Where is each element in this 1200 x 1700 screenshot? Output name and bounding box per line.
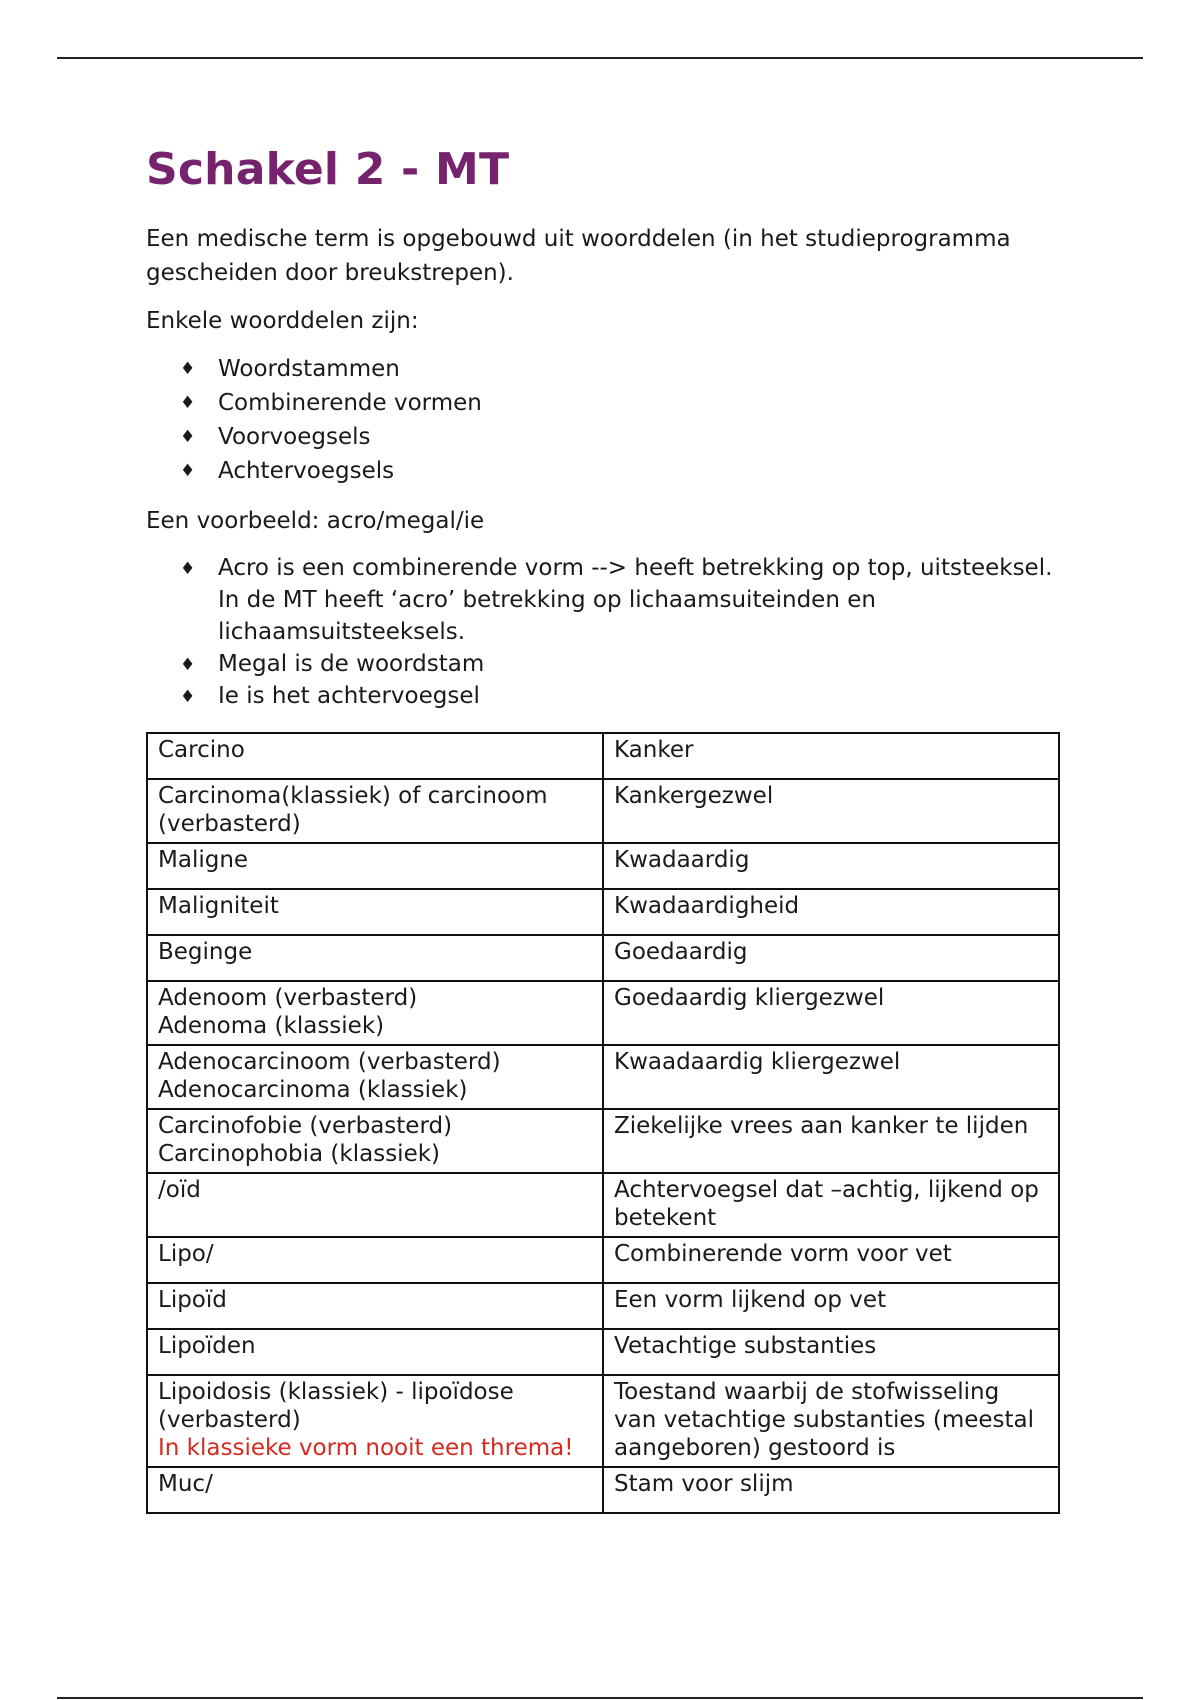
- list-item: ♦ Woordstammen: [218, 352, 1056, 386]
- term-line: Adenoma (klassiek): [158, 1013, 385, 1039]
- term-cell: Maligniteit: [147, 889, 603, 935]
- term-cell: [147, 981, 603, 1045]
- term-cell: /oïd: [147, 1173, 603, 1237]
- term-cell: [147, 1045, 603, 1109]
- diamond-bullet-icon: ♦: [180, 393, 196, 413]
- table-row: [147, 1283, 1059, 1329]
- meaning-cell: Ziekelijke vrees aan kanker te lijden: [603, 1109, 1059, 1173]
- meaning-cell: Achtervoegsel dat –achtig, lijkend op betekent: [603, 1173, 1059, 1237]
- table-row: [147, 733, 1059, 779]
- table-row: [147, 843, 1059, 889]
- term-line: Carcinophobia (klassiek): [158, 1141, 441, 1167]
- table-row: [147, 1329, 1059, 1375]
- bottom-rule: [57, 1697, 1143, 1699]
- page-title: Schakel 2 - MT: [146, 144, 510, 195]
- word-parts-list: [146, 352, 1056, 488]
- list-item: ♦ Acro is een combinerende vorm --> heeft betrekking op top, uitsteeksel. In de MT heeft ‘acro’ betrekking op lichaamsuiteinden en lichaamsuitsteeksels.: [218, 552, 1056, 648]
- table-row: [147, 779, 1059, 843]
- top-rule: [57, 57, 1143, 59]
- meaning-cell: Stam voor slijm: [603, 1467, 1059, 1513]
- list-item: ♦ Combinerende vormen: [218, 386, 1056, 420]
- list-item: ♦ Achtervoegsels: [218, 454, 1056, 488]
- list-item: ♦ Ie is het achtervoegsel: [218, 680, 1056, 712]
- diamond-bullet-icon: ♦: [180, 559, 196, 579]
- table-row: [147, 1109, 1059, 1173]
- table-row: [147, 935, 1059, 981]
- term-line: Adenocarcinoom (verbasterd): [158, 1049, 501, 1075]
- table-row: [147, 1467, 1059, 1513]
- table-row: [147, 1173, 1059, 1237]
- meaning-cell: Toestand waarbij de stofwisseling van vetachtige substanties (meestal aangeboren) gestoord is: [603, 1375, 1059, 1467]
- terms-table: [146, 732, 1060, 1514]
- meaning-cell: Goedaardig: [603, 935, 1059, 981]
- term-cell: Lipo/: [147, 1237, 603, 1283]
- term-cell: Muc/: [147, 1467, 603, 1513]
- meaning-cell: Goedaardig kliergezwel: [603, 981, 1059, 1045]
- diamond-bullet-icon: ♦: [180, 655, 196, 675]
- parts-lead: Enkele woorddelen zijn:: [146, 308, 419, 334]
- term-line: Adenoom (verbasterd): [158, 985, 418, 1011]
- meaning-cell: Kwaadaardig kliergezwel: [603, 1045, 1059, 1109]
- warning-note: In klassieke vorm nooit een threma!: [158, 1435, 574, 1461]
- term-cell: [147, 1375, 603, 1467]
- term-line: Adenocarcinoma (klassiek): [158, 1077, 468, 1103]
- meaning-cell: Combinerende vorm voor vet: [603, 1237, 1059, 1283]
- diamond-bullet-icon: ♦: [180, 461, 196, 481]
- list-item: ♦ Voorvoegsels: [218, 420, 1056, 454]
- diamond-bullet-icon: ♦: [180, 687, 196, 707]
- term-cell: [147, 1109, 603, 1173]
- term-cell: Lipoïd: [147, 1283, 603, 1329]
- intro-paragraph: Een medische term is opgebouwd uit woorddelen (in het studieprogramma gescheiden door breukstrepen).: [146, 226, 1011, 286]
- term-cell: Lipoïden: [147, 1329, 603, 1375]
- table-row: [147, 1375, 1059, 1467]
- table-row: [147, 1237, 1059, 1283]
- example-list: [146, 552, 1056, 712]
- table-row: [147, 1045, 1059, 1109]
- meaning-cell: Kwadaardigheid: [603, 889, 1059, 935]
- meaning-cell: Een vorm lijkend op vet: [603, 1283, 1059, 1329]
- meaning-cell: Kankergezwel: [603, 779, 1059, 843]
- meaning-cell: Kanker: [603, 733, 1059, 779]
- diamond-bullet-icon: ♦: [180, 427, 196, 447]
- example-lead: Een voorbeeld: acro/megal/ie: [146, 508, 485, 534]
- table-row: [147, 981, 1059, 1045]
- term-cell: Carcino: [147, 733, 603, 779]
- term-text: Lipoidosis (klassiek) - lipoïdose (verbasterd): [158, 1379, 514, 1433]
- term-line: Carcinofobie (verbasterd): [158, 1113, 453, 1139]
- diamond-bullet-icon: ♦: [180, 359, 196, 379]
- term-cell: Beginge: [147, 935, 603, 981]
- meaning-cell: Vetachtige substanties: [603, 1329, 1059, 1375]
- page-content: [146, 140, 1056, 1514]
- meaning-cell: Kwadaardig: [603, 843, 1059, 889]
- term-cell: Carcinoma(klassiek) of carcinoom (verbasterd): [147, 779, 603, 843]
- list-item: ♦ Megal is de woordstam: [218, 648, 1056, 680]
- term-cell: Maligne: [147, 843, 603, 889]
- table-row: [147, 889, 1059, 935]
